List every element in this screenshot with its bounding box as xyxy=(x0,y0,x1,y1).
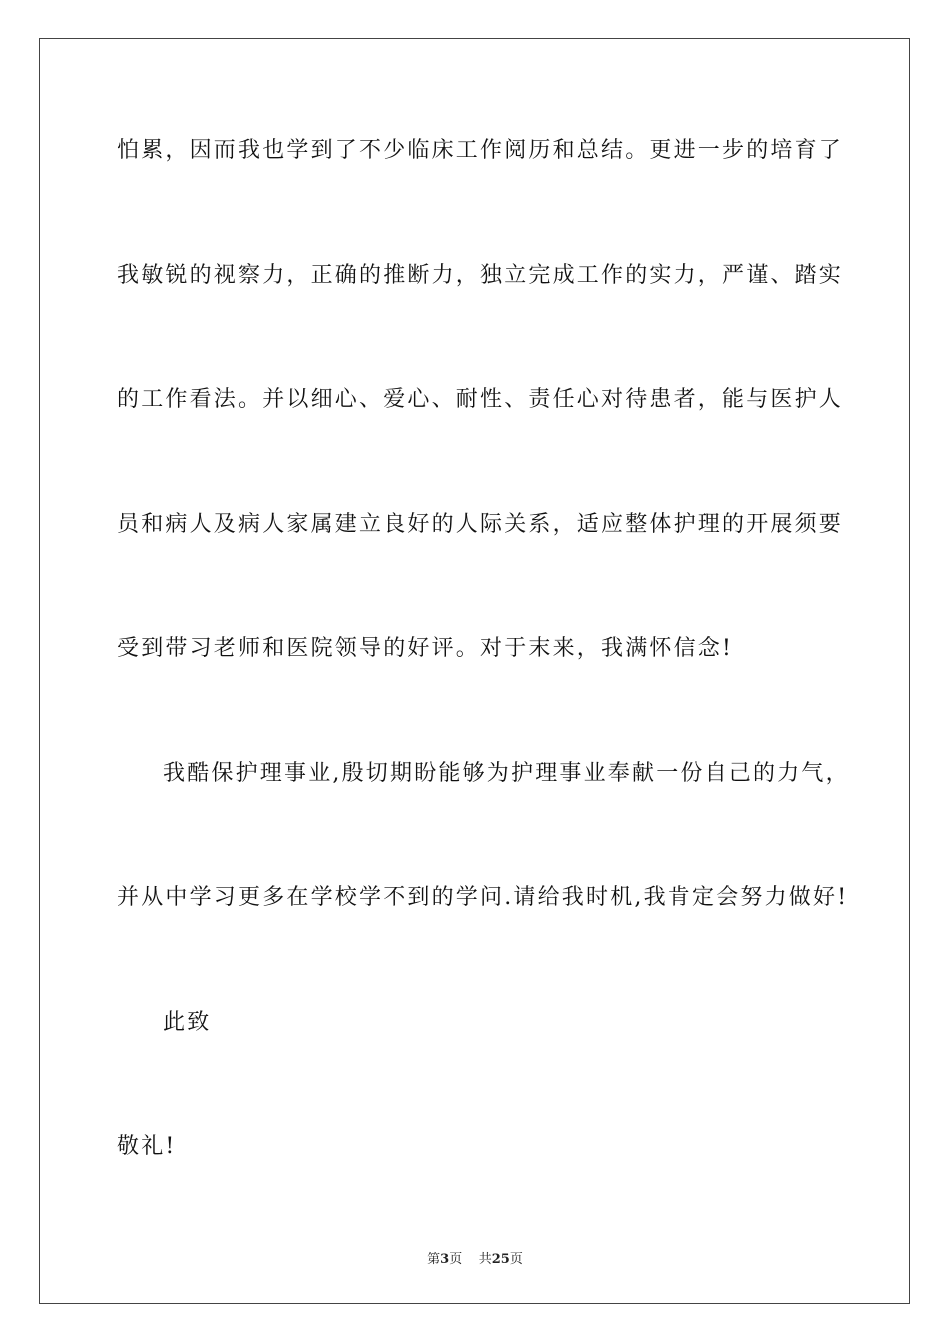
closing-salutation: 此致 xyxy=(163,1010,212,1035)
body-line-2: 我敏锐的视察力，正确的推断力，独立完成工作的实力，严谨、踏实 xyxy=(117,263,844,288)
total-suffix: 页 xyxy=(509,1252,523,1267)
body-line-5: 受到带习老师和医院领导的好评。对于末来，我满怀信念! xyxy=(117,636,734,661)
body-line-6: 我酷保护理事业,殷切期盼能够为护理事业奉献一份自己的力气， xyxy=(163,761,850,786)
page-footer xyxy=(0,1248,950,1267)
total-prefix: 共 xyxy=(478,1252,492,1267)
body-line-7: 并从中学习更多在学校学不到的学问.请给我时机,我肯定会努力做好! xyxy=(117,885,849,910)
body-line-1: 怕累，因而我也学到了不少临床工作阅历和总结。更进一步的培育了 xyxy=(117,138,844,163)
page-border xyxy=(39,38,910,1304)
page-current: 3 xyxy=(440,1252,450,1267)
body-line-4: 员和病人及病人家属建立良好的人际关系，适应整体护理的开展须要 xyxy=(117,512,844,537)
body-line-3: 的工作看法。并以细心、爱心、耐性、责任心对待患者，能与医护人 xyxy=(117,387,844,412)
page-total: 25 xyxy=(491,1252,510,1267)
closing-regards: 敬礼! xyxy=(117,1134,177,1159)
page-suffix: 页 xyxy=(449,1252,463,1267)
page-prefix: 第 xyxy=(427,1252,441,1267)
